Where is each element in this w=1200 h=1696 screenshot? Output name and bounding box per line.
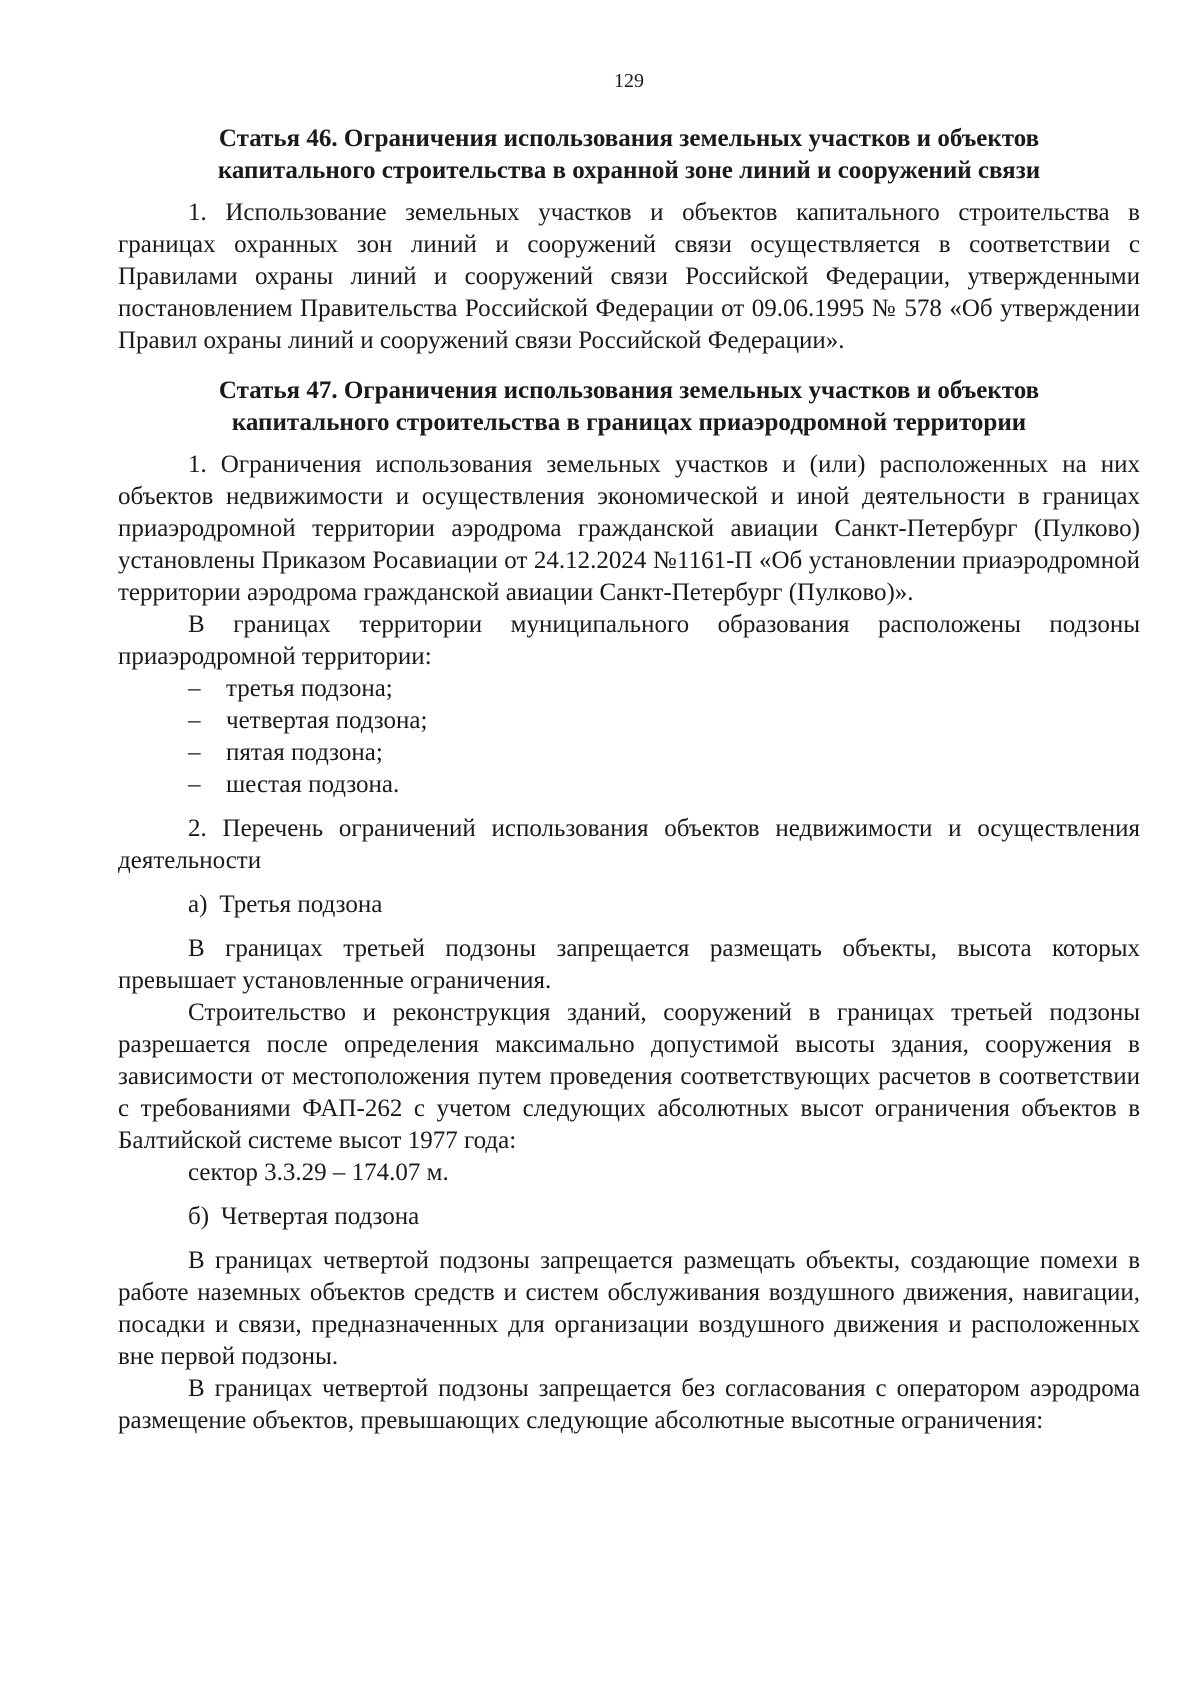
list-item-text: третья подзона; [226, 675, 393, 702]
page-number: 129 [614, 70, 644, 92]
article-47-paragraph-3: 2. Перечень ограничений использования объектов недвижимости и осуществления деятельности [118, 815, 1140, 874]
subsection-a-title: Третья подзона [219, 891, 383, 918]
article-47 [118, 375, 1140, 1437]
article-47-heading [118, 375, 1140, 439]
article-47-heading-line1: Статья 47. Ограничения использования земельных участков и объектов [218, 377, 1040, 404]
list-dash: – [188, 739, 201, 766]
article-47-paragraph-2: В границах территории муниципального образования расположены подзоны приаэродромной территории: [118, 611, 1140, 670]
article-47-heading-line2: капитального строительства в границах приаэродромной территории [231, 409, 1027, 436]
document-page [118, 70, 1140, 1437]
subsection-b-title: Четвертая подзона [221, 1203, 420, 1230]
list-dash: – [188, 675, 201, 702]
article-46-heading-line2: капитального строительства в охранной зоне линий и сооружений связи [217, 157, 1041, 184]
list-item [118, 705, 1140, 737]
subzone-list [118, 673, 1140, 801]
article-46-heading-line1: Статья 46. Ограничения использования земельных участков и объектов [218, 125, 1040, 152]
list-item [118, 769, 1140, 801]
list-item-text: шестая подзона. [226, 771, 400, 798]
article-47-paragraph-1: 1. Ограничения использования земельных участков и (или) расположенных на них объектов недвижимости и осуществления экономической и иной деятельности в границах приаэродромной территории аэродрома гражданской авиации Санкт-Петербург (Пулково) установлены Приказом Росавиации от 24.12.2024 №1161-П «Об установлении приаэродромной территории аэродрома гражданской авиации Санкт-Петербург (Пулково)». [118, 451, 1140, 606]
subsection-a-letter: а) [188, 891, 208, 918]
subsection-a-heading [118, 889, 1140, 921]
list-item-text: четвертая подзона; [226, 707, 428, 734]
article-46-heading [118, 123, 1140, 187]
list-dash: – [188, 707, 201, 734]
subsection-b-letter: б) [188, 1203, 210, 1230]
list-item-text: пятая подзона; [226, 739, 383, 766]
subsection-a-paragraph-2: Строительство и реконструкция зданий, сооружений в границах третьей подзоны разрешается после определения максимально допустимой высоты здания, сооружения в зависимости от местоположения путем проведения соответствующих расчетов в соответствии с требованиями ФАП-262 с учетом следующих абсолютных высот ограничения объектов в Балтийской системе высот 1977 года: [118, 999, 1140, 1154]
list-dash: – [188, 771, 201, 798]
subsection-b-heading [118, 1201, 1140, 1233]
subsection-a-paragraph-1: В границах третьей подзоны запрещается размещать объекты, высота которых превышает установленные ограничения. [118, 935, 1140, 994]
article-46-paragraph-1: 1. Использование земельных участков и объектов капитального строительства в границах охранных зон линий и сооружений связи осуществляется в соответствии с Правилами охраны линий и сооружений связи Российской Федерации, утвержденными постановлением Правительства Российской Федерации от 09.06.1995 № 578 «Об утверждении Правил охраны линий и сооружений связи Российской Федерации». [118, 199, 1140, 354]
list-item [118, 737, 1140, 769]
subsection-b-paragraph-1: В границах четвертой подзоны запрещается размещать объекты, создающие помехи в работе наземных объектов средств и систем обслуживания воздушного движения, навигации, посадки и связи, предназначенных для организации воздушного движения и расположенных вне первой подзоны. [118, 1247, 1140, 1370]
subsection-b-paragraph-2: В границах четвертой подзоны запрещается без согласования с оператором аэродрома размещение объектов, превышающих следующие абсолютные высотные ограничения: [118, 1375, 1140, 1434]
subsection-a-sector: сектор 3.3.29 – 174.07 м. [188, 1159, 449, 1186]
article-46 [118, 123, 1140, 357]
list-item [118, 673, 1140, 705]
